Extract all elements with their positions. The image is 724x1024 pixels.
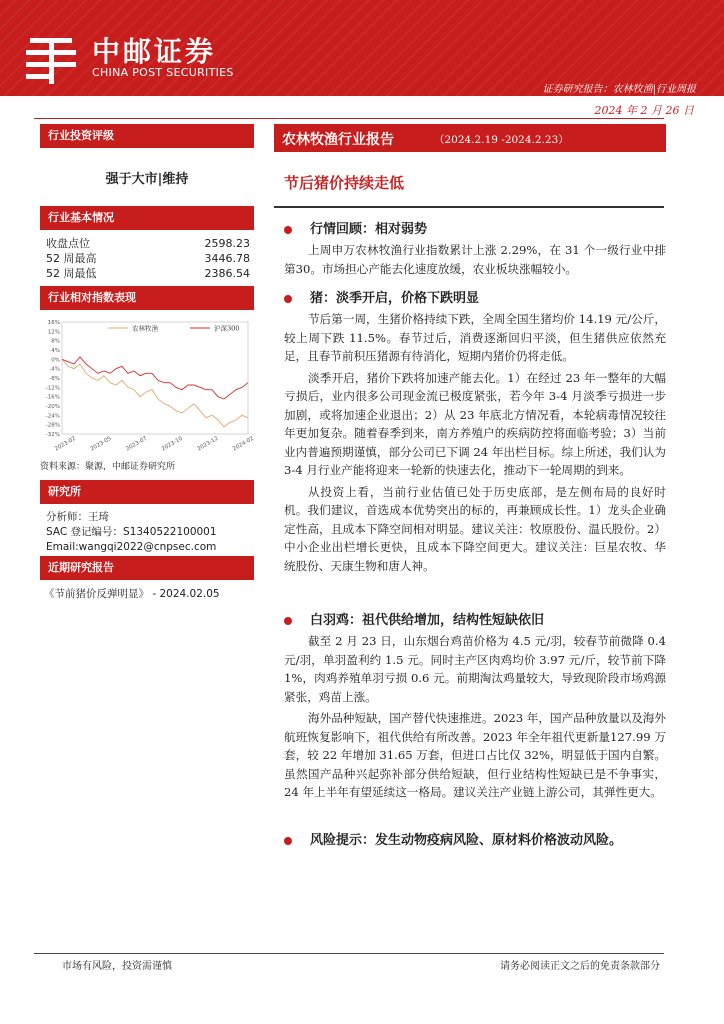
- stat-label: 52 周最低: [46, 267, 97, 280]
- footer-risk-note: 市场有风险，投资需谨慎: [62, 961, 172, 972]
- bullet-icon: [284, 837, 292, 845]
- x-tick-label: 2023-05: [89, 435, 113, 453]
- x-tick-label: 2023-02: [54, 435, 77, 453]
- china-post-logo-icon: [22, 30, 80, 88]
- footer-divider: [34, 953, 664, 954]
- section-title: 猪：淡季开启，价格下跌明显: [284, 290, 666, 308]
- y-tick-label: -12%: [45, 385, 60, 392]
- section-risk: [284, 832, 666, 850]
- x-tick-label: 2023-12: [196, 435, 220, 453]
- basic-head: 行业基本情况: [40, 206, 254, 230]
- section-broiler: [284, 612, 666, 802]
- legend-label: 农林牧渔: [132, 324, 158, 333]
- stat-value: 2386.54: [204, 267, 250, 280]
- report-type: 证券研究报告：农林牧渔|行业周报: [542, 84, 696, 95]
- chart-source: 资料来源：聚源，中邮证券研究所: [40, 462, 176, 472]
- section-title: 风险提示：发生动物疫病风险、原材料价格波动风险。: [284, 832, 666, 850]
- y-tick-label: -32%: [45, 432, 60, 438]
- x-tick-label: 2023-10: [160, 435, 184, 453]
- stat-label: 52 周最高: [46, 252, 97, 265]
- y-tick-label: -4%: [49, 366, 60, 373]
- chart-svg: [40, 316, 254, 454]
- section-market-review: [284, 221, 666, 278]
- analyst-email[interactable]: Email:wangqi2022@cnpsec.com: [46, 541, 217, 553]
- stat-row: [46, 266, 250, 281]
- paragraph: 淡季开启，猪价下跌将加速产能去化。1）在经过 23 年一整年的大幅亏损后，业内很多公司现金流已极度紧张，若今年 3-4 月淡季亏损进一步加剧，或将加速企业退出；2）从 23 年底北方情况看，本轮病毒情况较往年更加复杂。随着春季到来，南方养殖户的疾病防控将面临考验；3）当前业内普遍预期谨慎，部分公司已下调 24 年出栏目标。综上所述，我们认为 3-4 月行业产能将迎来一轮新的快速去化，推动下一轮周期的到来。: [284, 370, 666, 477]
- legend-label: 沪深300: [214, 324, 240, 333]
- header-band: [0, 0, 724, 96]
- research-head: 研究所: [40, 480, 254, 504]
- recent-head: 近期研究报告: [40, 556, 254, 580]
- analyst-name: 分析师：王琦: [46, 511, 109, 523]
- relative-index-chart: [40, 316, 254, 454]
- y-tick-label: -8%: [49, 376, 60, 382]
- paragraph: 截至 2 月 23 日，山东烟台鸡苗价格为 4.5 元/羽，较春节前微降 0.4 元/羽，单羽盈利约 1.5 元。同时主产区肉鸡均价 3.97 元/斤，较节前下降 1%，肉鸡养殖单羽亏损 0.6 元。前期淘汰鸡量较大，导致现阶段市场鸡源紧张，鸡苗上涨。: [284, 634, 666, 704]
- y-tick-label: 4%: [51, 348, 60, 354]
- y-tick-label: -20%: [45, 404, 60, 410]
- section-title: 行情回顾：相对弱势: [284, 221, 666, 239]
- industry-rating: 强于大市|维持: [105, 172, 189, 187]
- research-section: [40, 480, 254, 555]
- paragraph: 节后第一周，生猪价格持续下跌，全周全国生猪均价 14.19 元/公斤，较上周下跌 11.5%。春节过后，消费逐渐回归平淡，但生猪供应依然充足，且春节前积压猪源有待消化，短期内猪价仍将走低。: [284, 312, 666, 363]
- bullet-icon: [284, 295, 292, 303]
- company-name-cn: 中邮证券: [92, 35, 217, 68]
- bullet-icon: [284, 226, 292, 234]
- stat-row: [46, 251, 250, 266]
- company-name-en: CHINA POST SECURITIES: [92, 66, 234, 79]
- series-line-2: [62, 357, 248, 399]
- stat-value: 3446.78: [204, 252, 250, 265]
- stat-label: 收盘点位: [46, 237, 90, 250]
- sac-number: SAC 登记编号：S1340522100001: [46, 526, 217, 538]
- y-tick-label: -24%: [45, 413, 60, 420]
- y-tick-label: 12%: [47, 329, 60, 336]
- stat-value: 2598.23: [204, 237, 250, 250]
- x-tick-label: 2023-07: [125, 435, 149, 453]
- divider: [274, 206, 664, 208]
- y-tick-label: 8%: [51, 338, 60, 345]
- chart-header: [40, 286, 254, 310]
- y-tick-label: 0%: [51, 357, 60, 364]
- rating-header: [40, 124, 254, 148]
- bullet-icon: [284, 617, 292, 625]
- paragraph: 从投资上看，当前行业估值已处于历史底部，是左侧布局的良好时机。我们建议，首选成本优势突出的标的，再兼顾成长性。1）龙头企业确定性高，且成本下降空间相对明显。建议关注：牧原股份、温氏股份。2）中小企业出栏增长更快，且成本下降空间更大。建议关注：巨星农牧、华统股份、天康生物和唐人神。: [284, 484, 666, 573]
- paragraph: 海外品种短缺，国产替代快速推进。2023 年，国产品种放量以及海外航班恢复影响下，祖代供给有所改善。2023 年全年祖代更新量127.99 万套，较 22 年增加 31.65 万套，但进口占比仅 32%，明显低于国内自繁。虽然国产品种兴起弥补部分供给短缺，但行业结构性短缺已是不争事实， 24 年上半年有望延续这一格局。建议关注产业链上游公司，其弹性更大。: [284, 711, 666, 799]
- stat-row: [46, 236, 250, 251]
- main-title: 节后猪价持续走低: [284, 174, 405, 192]
- recent-reports: [40, 556, 254, 601]
- footer-disclaimer-note: 请务必阅读正文之后的免责条款部分: [500, 961, 660, 972]
- y-tick-label: -16%: [45, 394, 60, 401]
- section-title: 白羽鸡：祖代供给增加，结构性短缺依旧: [284, 612, 666, 630]
- report-title-bar: [274, 124, 666, 152]
- report-title: 农林牧渔行业报告: [282, 132, 394, 148]
- basic-info: [40, 206, 254, 281]
- paragraph: 上周申万农林牧渔行业指数累计上涨 2.29%，在 31 个一级行业中排第30。市场担心产能去化速度放缓，农业板块涨幅较小。: [284, 243, 666, 276]
- plot-frame: [62, 322, 248, 434]
- x-tick-label: 2024-02: [232, 435, 254, 453]
- divider: [34, 118, 664, 119]
- y-tick-label: -28%: [45, 422, 60, 429]
- y-tick-label: 16%: [47, 320, 60, 326]
- rating-head: 行业投资评级: [40, 124, 254, 148]
- section-pig: [284, 290, 666, 575]
- report-date: 2024 年 2 月 26 日: [594, 104, 694, 117]
- chart-head: 行业相对指数表现: [40, 286, 254, 310]
- recent-report-link[interactable]: 《节前猪价反弹明显》 - 2024.02.05: [44, 588, 220, 600]
- series-line-1: [62, 359, 248, 427]
- date-range: （2024.2.19 -2024.2.23）: [434, 134, 569, 146]
